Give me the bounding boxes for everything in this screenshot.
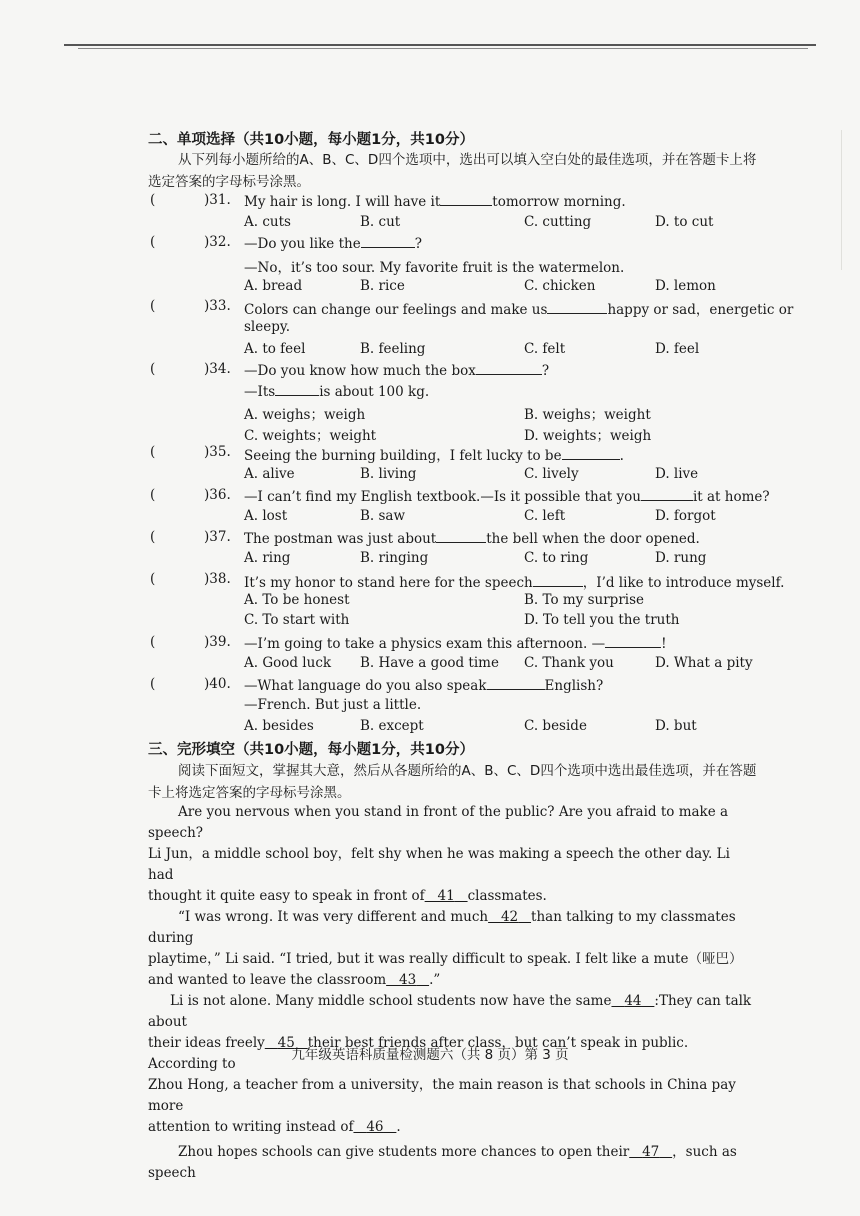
question-stem: [244, 529, 700, 547]
question-34: [150, 361, 770, 381]
passage-line: [148, 991, 758, 1033]
question-line2: sleepy.: [244, 319, 290, 335]
question-stem: [244, 298, 793, 318]
question-line2: —French. But just a little.: [244, 697, 422, 713]
question-stem: [244, 571, 784, 591]
cloze-blank-47: [629, 1144, 672, 1160]
question-stem: [244, 234, 422, 252]
option: A. to feel: [244, 341, 306, 357]
page-footer: 九年级英语科质量检测题六（共 8 页）第 3 页: [291, 1047, 569, 1063]
section2-instruction: 从下列每小题所给的A、B、C、D四个选项中，选出可以填入空白处的最佳选项，并在答题卡上将选定答案的字母标号涂黑。: [148, 152, 757, 190]
question-number: )34.: [204, 361, 231, 377]
answer-blank: [533, 573, 583, 587]
question-stem: [244, 487, 770, 505]
question-33: [150, 298, 794, 318]
top-rule-secondary: [78, 48, 808, 49]
question-stem: [244, 192, 626, 210]
cloze-blank-46: [353, 1119, 396, 1135]
option: A. To be honest: [244, 592, 350, 608]
question-line2: —No，it’s too sour. My favorite fruit is the watermelon.: [244, 260, 625, 276]
stem-part: My hair is long. I will have it: [244, 194, 441, 210]
answer-bracket-open: (: [150, 634, 156, 650]
question-number: )40.: [204, 676, 231, 692]
stem-part: ，I’d like to introduce myself.: [582, 575, 785, 591]
option: C. To start with: [244, 612, 350, 628]
answer-blank: [436, 529, 486, 543]
question-number: )32.: [204, 234, 231, 250]
passage-text: than talking to my classmates during: [148, 909, 736, 946]
question-line2: [244, 382, 429, 400]
option: C. Thank you: [524, 655, 614, 671]
option: B. ringing: [360, 550, 429, 566]
passage-line: [148, 1142, 758, 1184]
stem-part: —I can’t find my English textbook.—Is it possible that you: [244, 489, 641, 505]
passage-text: thought it quite easy to speak in front of: [148, 888, 425, 904]
question-number: )31.: [204, 192, 231, 208]
option: C. left: [524, 508, 566, 524]
option: A. ring: [244, 550, 291, 566]
question-stem: [244, 361, 549, 379]
stem-part: tomorrow morning.: [492, 194, 626, 210]
question-number: )38.: [204, 571, 231, 587]
answer-blank: [562, 446, 620, 460]
option: C. lively: [524, 466, 579, 482]
option: B. except: [360, 718, 424, 734]
option: C. felt: [524, 341, 566, 357]
option: D. feel: [655, 341, 700, 357]
cloze-blank-42: [488, 909, 531, 925]
blank-number: 42: [500, 909, 519, 925]
option: D. live: [655, 466, 699, 482]
option: C. chicken: [524, 278, 596, 294]
option: A. bread: [244, 278, 303, 294]
option: C. beside: [524, 718, 587, 734]
passage-text: :They can talk about: [148, 993, 752, 1030]
blank-number: 43: [399, 972, 417, 988]
option: D. but: [655, 718, 697, 734]
option: B. rice: [360, 278, 405, 294]
answer-blank: [275, 382, 319, 396]
passage-text: their ideas freely: [148, 1035, 265, 1051]
right-margin-mark: [841, 130, 856, 270]
passage-text: ，such as speech: [148, 1144, 737, 1181]
stem-part: —Do you like the: [244, 236, 361, 252]
option: D. rung: [655, 550, 707, 566]
cloze-blank-41: [425, 888, 468, 904]
answer-blank: [605, 634, 661, 648]
stem-part: Colors can change our feelings and make us: [244, 302, 548, 318]
answer-bracket-open: (: [150, 361, 156, 377]
answer-bracket-open: (: [150, 487, 156, 503]
answer-bracket-open: (: [150, 444, 156, 460]
passage-text: classmates.: [467, 888, 547, 904]
question-stem: [244, 634, 667, 652]
passage-text: .: [396, 1119, 401, 1135]
option: D. To tell you the truth: [524, 612, 680, 628]
section2-title: 二、单项选择（共10小题，每小题1分，共10分）: [148, 132, 474, 148]
option: A. weighs；weigh: [244, 407, 366, 423]
passage-line: Li Jun，a middle school boy，felt shy when he was making a speech the other day. Li had: [148, 846, 730, 883]
line2-part: is about 100 kg.: [319, 384, 430, 400]
option: D. to cut: [655, 214, 714, 230]
question-31: [150, 192, 770, 212]
answer-blank: [487, 676, 545, 690]
option: D. lemon: [655, 278, 716, 294]
blank-number: 41: [437, 888, 455, 904]
answer-blank: [476, 361, 542, 375]
option: D. forgot: [655, 508, 716, 524]
option: B. To my surprise: [524, 592, 645, 608]
blank-number: 47: [642, 1144, 660, 1160]
passage-text: Zhou hopes schools can give students more chances to open their: [178, 1144, 630, 1160]
option: B. Have a good time: [360, 655, 499, 671]
passage-text: Li is not alone. Many middle school students now have the same: [170, 993, 612, 1009]
blank-number: 46: [366, 1119, 384, 1135]
question-35: [150, 444, 770, 464]
top-rule: [64, 44, 816, 46]
cloze-blank-44: [611, 993, 654, 1009]
question-number: )37.: [204, 529, 231, 545]
stem-part: !: [661, 636, 667, 652]
answer-blank: [440, 192, 492, 206]
answer-bracket-open: (: [150, 234, 156, 250]
passage-text: their best friends after class，but can’t speak in public. According to: [148, 1035, 689, 1072]
option: B. feeling: [360, 341, 426, 357]
question-36: [150, 487, 770, 507]
option: B. cut: [360, 214, 401, 230]
stem-part: ?: [414, 236, 422, 252]
option: A. lost: [244, 508, 288, 524]
question-number: )39.: [204, 634, 231, 650]
option: B. saw: [360, 508, 406, 524]
answer-blank: [361, 234, 415, 248]
passage-line: [148, 907, 758, 949]
question-40: [150, 676, 770, 696]
stem-part: Seeing the burning building，I felt lucky to be: [244, 448, 562, 464]
option: C. weights；weight: [244, 428, 377, 444]
option: B. living: [360, 466, 417, 482]
stem-part: happy or sad，energetic or: [607, 302, 794, 318]
stem-part: It’s my honor to stand here for the speech: [244, 575, 533, 591]
question-number: )36.: [204, 487, 231, 503]
option: A. alive: [244, 466, 295, 482]
option: A. besides: [244, 718, 314, 734]
answer-blank: [641, 487, 693, 501]
question-stem: [244, 676, 603, 694]
passage-text: .”: [429, 972, 441, 988]
stem-part: —I’m going to take a physics exam this afternoon. —: [244, 636, 606, 652]
passage-line: Are you nervous when you stand in front of the public? Are you afraid to make a speech?: [148, 804, 729, 841]
question-number: )33.: [204, 298, 231, 314]
blank-number: 45: [277, 1035, 295, 1051]
question-32: [150, 234, 770, 254]
option: D. What a pity: [655, 655, 753, 671]
passage-text: attention to writing instead of: [148, 1119, 354, 1135]
stem-part: ?: [541, 363, 550, 379]
passage-line: [148, 886, 758, 907]
question-stem: [244, 444, 624, 464]
option: A. Good luck: [244, 655, 332, 671]
stem-part: The postman was just about: [244, 531, 437, 547]
section3-title: 三、完形填空（共10小题，每小题1分，共10分）: [148, 742, 474, 758]
question-38: [150, 571, 785, 591]
stem-part: the bell when the door opened.: [486, 531, 700, 547]
option: A. cuts: [244, 214, 291, 230]
cloze-passage: [148, 802, 758, 1184]
question-37: [150, 529, 770, 549]
answer-bracket-open: (: [150, 676, 156, 692]
stem-part: —Do you know how much the box: [244, 363, 476, 379]
stem-part: .: [619, 448, 624, 464]
cloze-blank-43: [386, 972, 429, 988]
passage-line: [148, 970, 758, 991]
passage-text: “I was wrong. It was very different and much: [178, 909, 489, 925]
stem-part: English?: [544, 678, 604, 694]
passage-line: [148, 1117, 758, 1138]
option: C. cutting: [524, 214, 592, 230]
passage-line: playtime，” Li said. “I tried, but it was really difficult to speak. I felt like a mute（哑巴）: [148, 951, 743, 967]
option: B. weighs；weight: [524, 407, 651, 423]
answer-bracket-open: (: [150, 192, 156, 208]
answer-bracket-open: (: [150, 529, 156, 545]
passage-text: and wanted to leave the classroom: [148, 972, 387, 988]
question-39: [150, 634, 770, 654]
answer-bracket-open: (: [150, 571, 156, 587]
stem-part: —What language do you also speak: [244, 678, 487, 694]
question-number: )35.: [204, 444, 231, 460]
passage-line: Zhou Hong, a teacher from a university，the main reason is that schools in China pay more: [148, 1077, 736, 1114]
blank-number: 44: [624, 993, 642, 1009]
section3-instruction: 阅读下面短文，掌握其大意，然后从各题所给的A、B、C、D四个选项中选出最佳选项，并在答题卡上将选定答案的字母标号涂黑。: [148, 763, 757, 801]
answer-bracket-open: (: [150, 298, 156, 314]
answer-blank: [547, 300, 607, 314]
option: C. to ring: [524, 550, 589, 566]
option: D. weights；weigh: [524, 428, 652, 444]
stem-part: it at home?: [692, 489, 770, 505]
line2-part: —Its: [244, 384, 276, 400]
